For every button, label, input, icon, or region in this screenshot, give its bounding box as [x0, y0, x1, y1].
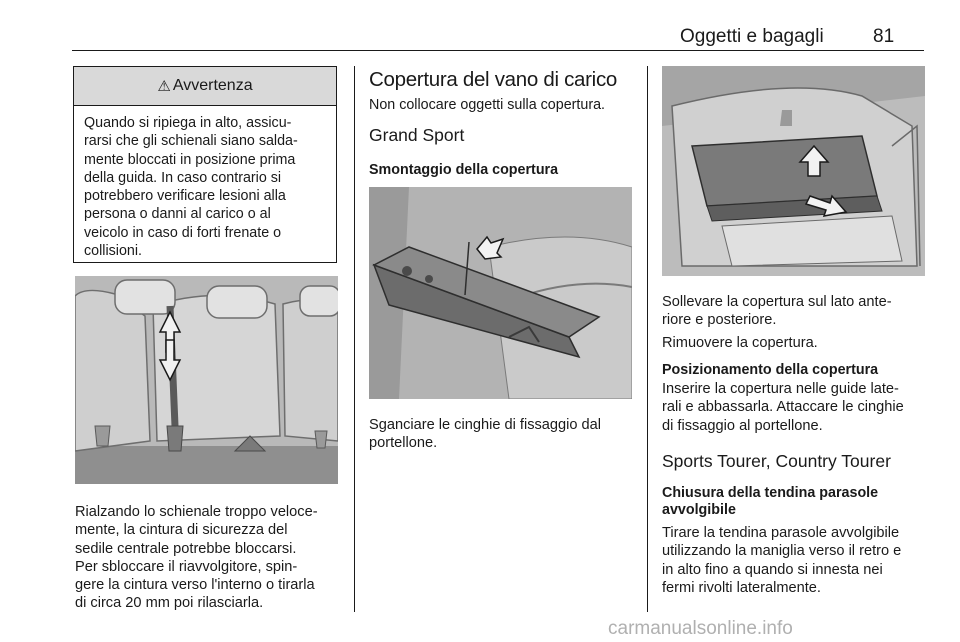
figure-cargo-area [662, 66, 925, 276]
caption-line: Rialzando lo schienale troppo veloce- [75, 504, 318, 520]
text-line: Sollevare la copertura sul lato ante- [662, 294, 892, 310]
positioning-text [662, 380, 942, 435]
caption-line: Sganciare le cinghie di fissaggio dal [369, 417, 602, 433]
heading-line: avvolgibile [662, 502, 736, 518]
warning-line: rarsi che gli schienali siano salda- [84, 133, 298, 150]
warning-line: potrebbero verificare lesioni alla [84, 188, 286, 205]
text-line: in alto fino a quando si innesta nei [662, 561, 883, 578]
text-line: di fissaggio al portellone. [662, 417, 823, 434]
caption-line: sedile centrale potrebbe bloccarsi. [75, 540, 297, 557]
text-line: riore e posteriore. [662, 312, 777, 329]
caption-line: gere la cintura verso l'interno o tirarla [75, 577, 315, 594]
heading-line: Chiusura della tendina parasole [662, 485, 879, 501]
subheading-grand-sport: Grand Sport [369, 125, 465, 145]
column-divider-right [647, 66, 648, 612]
text-line: fermi rivolti lateralmente. [662, 579, 821, 596]
warning-line: mente bloccati in posizione prima [84, 151, 296, 168]
caption-line: di circa 20 mm poi rilasciarla. [75, 595, 264, 612]
caption-line: mente, la cintura di sicurezza del [75, 522, 288, 539]
text-line: rali e abbassarla. Attaccare le cinghie [662, 399, 904, 416]
warning-line: collisioni. [84, 243, 143, 260]
strap-caption [369, 416, 639, 453]
column-divider-left [354, 66, 355, 612]
subheading-sports-tourer: Sports Tourer, Country Tourer [662, 451, 891, 471]
header-rule [72, 50, 924, 51]
warning-box [73, 66, 337, 263]
remove-cover-text: Rimuovere la copertura. [662, 335, 818, 351]
warning-title: Avvertenza [172, 77, 253, 94]
warning-line: della guida. In caso contrario si [84, 169, 282, 186]
intro-text: Non collocare oggetti sulla copertura. [369, 97, 606, 113]
section-heading: Copertura del vano di carico [369, 68, 617, 91]
figure-rear-seat [75, 276, 338, 484]
subheading-sunblind [662, 485, 878, 519]
subheading-positioning: Posizionamento della copertura [662, 362, 879, 378]
warning-line: veicolo in caso di forti frenate o [84, 224, 282, 241]
warning-line: persona o danni al carico o al [84, 206, 271, 223]
watermark: carmanualsonline.info [608, 618, 793, 639]
caption-line: Per sbloccare il riavvolgitore, spin- [75, 558, 298, 575]
warning-header [74, 67, 336, 106]
text-line: utilizzando la maniglia verso il retro e [662, 543, 902, 560]
sunblind-text [662, 524, 942, 597]
warning-line: Quando si ripiega in alto, assicu- [84, 115, 292, 131]
text-line: Inserire la copertura nelle guide late- [662, 381, 899, 397]
figure-cover-strap [369, 187, 632, 399]
running-header-title: Oggetti e bagagli [680, 26, 824, 47]
page-number: 81 [873, 26, 895, 47]
caption-line: portellone. [369, 435, 438, 452]
warning-icon: ⚠ [157, 78, 171, 95]
subheading-removal: Smontaggio della copertura [369, 162, 559, 178]
lift-cover-text [662, 293, 937, 330]
seat-caption [75, 503, 345, 613]
text-line: Tirare la tendina parasole avvolgibile [662, 525, 900, 541]
warning-text [74, 106, 336, 260]
